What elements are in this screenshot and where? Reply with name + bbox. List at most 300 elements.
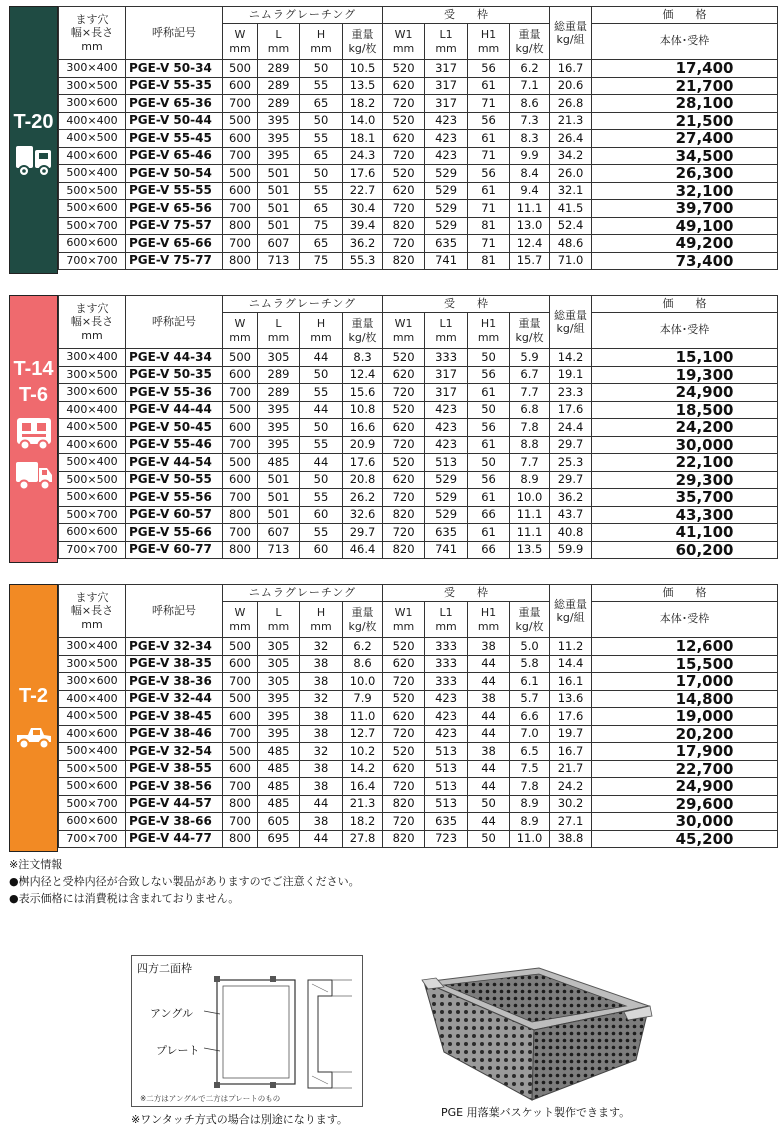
hole-size-cell: 500×500: [59, 471, 126, 489]
table-cell: 50: [468, 401, 510, 419]
table-cell: 333: [425, 673, 468, 691]
table-cell: 50: [300, 112, 343, 130]
table-cell: 38: [468, 690, 510, 708]
table-row: [59, 252, 778, 270]
total-weight-header: 総重量 kg/組: [550, 296, 592, 349]
table-cell: 6.2: [510, 60, 550, 78]
table-cell: 16.4: [343, 778, 383, 796]
table-cell: 14.2: [343, 760, 383, 778]
table-row: [59, 743, 778, 761]
table-cell: 513: [425, 760, 468, 778]
price-cell: 73,400: [592, 252, 778, 270]
table-cell: 600: [223, 471, 258, 489]
note-item: ●桝内径と受枠内径が合致しない製品がありますのでご注意ください。: [9, 875, 360, 888]
price-cell: 39,700: [592, 200, 778, 218]
table-row: [59, 60, 778, 78]
hole-size-cell: 400×400: [59, 112, 126, 130]
product-code-cell: PGE-V 32-44: [126, 690, 223, 708]
table-cell: 56: [468, 60, 510, 78]
hole-size-cell: 500×600: [59, 489, 126, 507]
table-cell: 34.2: [550, 147, 592, 165]
table-cell: 720: [383, 235, 425, 253]
table-cell: 66: [468, 506, 510, 524]
table-cell: 723: [425, 830, 468, 848]
table-cell: 317: [425, 95, 468, 113]
table-cell: 32: [300, 690, 343, 708]
table-row: [59, 384, 778, 402]
table-cell: 44: [468, 655, 510, 673]
table-row: [59, 217, 778, 235]
table-cell: 529: [425, 471, 468, 489]
table-cell: 620: [383, 77, 425, 95]
table-cell: 741: [425, 252, 468, 270]
table-cell: 38: [300, 708, 343, 726]
price-cell: 29,600: [592, 795, 778, 813]
table-cell: 6.6: [510, 708, 550, 726]
table-cell: 19.1: [550, 366, 592, 384]
table-cell: 700: [223, 778, 258, 796]
grating-col-header: H mm: [300, 313, 343, 349]
table-cell: 500: [223, 165, 258, 183]
table-cell: 720: [383, 673, 425, 691]
table-cell: 40.8: [550, 524, 592, 542]
table-cell: 529: [425, 200, 468, 218]
table-row: [59, 436, 778, 454]
table-row: [59, 95, 778, 113]
table-row: [59, 182, 778, 200]
table-cell: 20.9: [343, 436, 383, 454]
table-cell: 38: [468, 743, 510, 761]
hole-size-header: ます穴 幅×長さ mm: [59, 296, 126, 349]
table-cell: 500: [223, 112, 258, 130]
table-cell: 44: [468, 708, 510, 726]
table-cell: 620: [383, 130, 425, 148]
table-cell: 16.6: [343, 419, 383, 437]
table-row: [59, 830, 778, 848]
table-cell: 820: [383, 252, 425, 270]
price-cell: 20,200: [592, 725, 778, 743]
table-cell: 55: [300, 182, 343, 200]
table-cell: 333: [425, 638, 468, 656]
table-cell: 700: [223, 200, 258, 218]
table-cell: 15.6: [343, 384, 383, 402]
table-cell: 529: [425, 506, 468, 524]
leaf-basket-photo: [414, 960, 654, 1105]
table-cell: 7.7: [510, 384, 550, 402]
table-cell: 15.7: [510, 252, 550, 270]
table-row: [59, 419, 778, 437]
table-cell: 13.0: [510, 217, 550, 235]
table-cell: 720: [383, 95, 425, 113]
table-cell: 5.0: [510, 638, 550, 656]
table-cell: 620: [383, 708, 425, 726]
table-cell: 8.9: [510, 795, 550, 813]
table-cell: 289: [258, 60, 300, 78]
table-cell: 635: [425, 235, 468, 253]
table-cell: 55: [300, 130, 343, 148]
table-cell: 635: [425, 813, 468, 831]
price-cell: 12,600: [592, 638, 778, 656]
table-cell: 17.6: [343, 165, 383, 183]
table-cell: 289: [258, 95, 300, 113]
hole-size-cell: 500×400: [59, 743, 126, 761]
table-row: [59, 489, 778, 507]
frame-header: 受 枠: [383, 7, 550, 24]
table-cell: 46.4: [343, 541, 383, 559]
table-cell: 600: [223, 419, 258, 437]
table-cell: 7.9: [343, 690, 383, 708]
hole-size-cell: 300×500: [59, 655, 126, 673]
table-cell: 65: [300, 235, 343, 253]
table-cell: 800: [223, 217, 258, 235]
hole-size-cell: 400×600: [59, 147, 126, 165]
table-cell: 820: [383, 506, 425, 524]
table-cell: 305: [258, 638, 300, 656]
grating-col-header: 重量 kg/枚: [343, 313, 383, 349]
table-cell: 8.9: [510, 471, 550, 489]
table-cell: 32.1: [550, 182, 592, 200]
table-cell: 60: [300, 541, 343, 559]
table-cell: 700: [223, 235, 258, 253]
price-cell: 28,100: [592, 95, 778, 113]
table-cell: 29.7: [343, 524, 383, 542]
table-row: [59, 454, 778, 472]
hole-size-cell: 400×500: [59, 708, 126, 726]
table-cell: 17.6: [550, 708, 592, 726]
price-cell: 15,100: [592, 349, 778, 367]
grating-col-header: H mm: [300, 24, 343, 60]
table-cell: 500: [223, 743, 258, 761]
table-cell: 600: [223, 182, 258, 200]
table-cell: 8.3: [343, 349, 383, 367]
frame-header: 受 枠: [383, 585, 550, 602]
table-cell: 11.2: [550, 638, 592, 656]
frame-drawing: [132, 956, 362, 1106]
table-cell: 501: [258, 200, 300, 218]
diagram-title: 四方二面枠: [137, 962, 192, 975]
hole-size-cell: 300×600: [59, 95, 126, 113]
table-cell: 22.7: [343, 182, 383, 200]
table-cell: 10.5: [343, 60, 383, 78]
table-cell: 61: [468, 524, 510, 542]
product-code-cell: PGE-V 55-45: [126, 130, 223, 148]
product-code-cell: PGE-V 60-77: [126, 541, 223, 559]
hole-size-cell: 300×400: [59, 349, 126, 367]
table-cell: 24.3: [343, 147, 383, 165]
table-cell: 13.5: [343, 77, 383, 95]
table-row: [59, 760, 778, 778]
table-cell: 600: [223, 760, 258, 778]
table-cell: 600: [223, 708, 258, 726]
table-cell: 38: [300, 725, 343, 743]
hole-size-cell: 500×400: [59, 454, 126, 472]
table-row: [59, 524, 778, 542]
table-cell: 485: [258, 795, 300, 813]
grating-col-header: L mm: [258, 602, 300, 638]
table-cell: 820: [383, 217, 425, 235]
total-weight-header: 総重量 kg/組: [550, 7, 592, 60]
table-cell: 61: [468, 130, 510, 148]
table-row: [59, 690, 778, 708]
table-cell: 38: [300, 760, 343, 778]
table-cell: 529: [425, 182, 468, 200]
table-cell: 50: [468, 830, 510, 848]
price-cell: 21,500: [592, 112, 778, 130]
table-row: [59, 638, 778, 656]
table-cell: 11.1: [510, 524, 550, 542]
table-cell: 395: [258, 419, 300, 437]
table-cell: 6.8: [510, 401, 550, 419]
frame-col-header: 重量 kg/枚: [510, 24, 550, 60]
product-code-cell: PGE-V 65-36: [126, 95, 223, 113]
table-cell: 44: [300, 401, 343, 419]
notes-title: ※注文情報: [9, 858, 63, 871]
hole-size-cell: 700×700: [59, 541, 126, 559]
table-cell: 720: [383, 147, 425, 165]
product-code-cell: PGE-V 50-44: [126, 112, 223, 130]
price-cell: 34,500: [592, 147, 778, 165]
price-sub-header: 本体･受枠: [592, 602, 778, 638]
hole-size-cell: 300×500: [59, 366, 126, 384]
table-cell: 600: [223, 366, 258, 384]
frame-col-header: W1 mm: [383, 24, 425, 60]
code-header: 呼称記号: [126, 585, 223, 638]
table-cell: 620: [383, 182, 425, 200]
table-cell: 20.6: [550, 77, 592, 95]
table-cell: 61: [468, 182, 510, 200]
table-cell: 25.3: [550, 454, 592, 472]
product-code-cell: PGE-V 65-46: [126, 147, 223, 165]
price-cell: 43,300: [592, 506, 778, 524]
hole-size-cell: 300×400: [59, 60, 126, 78]
table-row: [59, 506, 778, 524]
table-cell: 700: [223, 384, 258, 402]
table-cell: 700: [223, 436, 258, 454]
table-cell: 17.6: [550, 401, 592, 419]
hole-size-cell: 500×700: [59, 795, 126, 813]
price-cell: 24,200: [592, 419, 778, 437]
hole-size-cell: 400×600: [59, 725, 126, 743]
hole-size-cell: 400×500: [59, 419, 126, 437]
frame-col-header: H1 mm: [468, 24, 510, 60]
table-cell: 800: [223, 541, 258, 559]
product-code-cell: PGE-V 38-46: [126, 725, 223, 743]
hole-size-cell: 700×700: [59, 252, 126, 270]
table-cell: 13.6: [550, 690, 592, 708]
truck-icon: [15, 458, 53, 492]
load-class-band: [9, 6, 58, 274]
hole-size-cell: 300×600: [59, 673, 126, 691]
price-cell: 49,200: [592, 235, 778, 253]
product-code-cell: PGE-V 44-44: [126, 401, 223, 419]
table-cell: 38.8: [550, 830, 592, 848]
grating-col-header: W mm: [223, 24, 258, 60]
table-cell: 81: [468, 252, 510, 270]
table-cell: 18.2: [343, 813, 383, 831]
price-cell: 17,900: [592, 743, 778, 761]
product-code-cell: PGE-V 50-55: [126, 471, 223, 489]
table-cell: 289: [258, 366, 300, 384]
hole-size-cell: 600×600: [59, 235, 126, 253]
table-cell: 44: [300, 454, 343, 472]
hole-size-cell: 500×500: [59, 760, 126, 778]
price-sub-header: 本体･受枠: [592, 24, 778, 60]
product-code-cell: PGE-V 38-56: [126, 778, 223, 796]
table-cell: 395: [258, 401, 300, 419]
table-row: [59, 708, 778, 726]
table-row: [59, 147, 778, 165]
table-cell: 11.0: [343, 708, 383, 726]
table-cell: 13.5: [510, 541, 550, 559]
table-cell: 55: [300, 524, 343, 542]
table-cell: 10.0: [510, 489, 550, 507]
table-cell: 713: [258, 541, 300, 559]
price-cell: 15,500: [592, 655, 778, 673]
table-row: [59, 401, 778, 419]
table-cell: 395: [258, 708, 300, 726]
table-cell: 395: [258, 147, 300, 165]
table-cell: 7.5: [510, 760, 550, 778]
table-cell: 27.8: [343, 830, 383, 848]
order-notes: [9, 856, 360, 907]
table-cell: 44: [468, 673, 510, 691]
table-cell: 423: [425, 725, 468, 743]
table-cell: 44: [300, 349, 343, 367]
load-class-label: T-14: [13, 358, 54, 380]
table-cell: 61: [468, 436, 510, 454]
price-cell: 17,000: [592, 673, 778, 691]
product-code-cell: PGE-V 32-34: [126, 638, 223, 656]
product-code-cell: PGE-V 55-66: [126, 524, 223, 542]
load-class-band: [9, 584, 58, 852]
table-cell: 423: [425, 419, 468, 437]
table-cell: 18.2: [343, 95, 383, 113]
price-cell: 26,300: [592, 165, 778, 183]
table-cell: 520: [383, 454, 425, 472]
table-cell: 10.8: [343, 401, 383, 419]
table-cell: 395: [258, 112, 300, 130]
frame-col-header: L1 mm: [425, 24, 468, 60]
hole-size-cell: 700×700: [59, 830, 126, 848]
table-row: [59, 673, 778, 691]
table-cell: 23.3: [550, 384, 592, 402]
plate-label: プレート: [156, 1044, 200, 1057]
table-cell: 44: [300, 830, 343, 848]
table-row: [59, 235, 778, 253]
table-cell: 485: [258, 743, 300, 761]
product-code-cell: PGE-V 50-35: [126, 366, 223, 384]
table-cell: 81: [468, 217, 510, 235]
table-cell: 520: [383, 112, 425, 130]
table-cell: 71: [468, 235, 510, 253]
table-cell: 520: [383, 638, 425, 656]
table-cell: 12.4: [510, 235, 550, 253]
table-cell: 800: [223, 830, 258, 848]
table-cell: 12.7: [343, 725, 383, 743]
table-cell: 600: [223, 130, 258, 148]
table-cell: 36.2: [343, 235, 383, 253]
table-cell: 38: [300, 778, 343, 796]
table-cell: 29.7: [550, 436, 592, 454]
product-code-cell: PGE-V 50-54: [126, 165, 223, 183]
table-cell: 333: [425, 349, 468, 367]
table-cell: 820: [383, 830, 425, 848]
grating-col-header: 重量 kg/枚: [343, 602, 383, 638]
table-cell: 50: [300, 366, 343, 384]
hole-size-cell: 400×400: [59, 690, 126, 708]
table-cell: 800: [223, 506, 258, 524]
frame-col-header: 重量 kg/枚: [510, 313, 550, 349]
table-cell: 820: [383, 541, 425, 559]
table-row: [59, 778, 778, 796]
table-cell: 14.4: [550, 655, 592, 673]
table-cell: 800: [223, 252, 258, 270]
table-cell: 700: [223, 725, 258, 743]
table-row: [59, 112, 778, 130]
table-cell: 423: [425, 708, 468, 726]
pickup-truck-icon: [15, 722, 53, 752]
hole-size-cell: 500×400: [59, 165, 126, 183]
price-cell: 30,000: [592, 813, 778, 831]
table-cell: 66: [468, 541, 510, 559]
table-cell: 20.8: [343, 471, 383, 489]
table-row: [59, 349, 778, 367]
table-cell: 289: [258, 77, 300, 95]
table-cell: 5.8: [510, 655, 550, 673]
frame-header: 受 枠: [383, 296, 550, 313]
table-cell: 6.5: [510, 743, 550, 761]
grating-col-header: 重量 kg/枚: [343, 24, 383, 60]
price-cell: 21,700: [592, 77, 778, 95]
product-code-cell: PGE-V 65-56: [126, 200, 223, 218]
table-cell: 720: [383, 384, 425, 402]
section-t20: [9, 6, 777, 274]
table-cell: 61: [468, 77, 510, 95]
code-header: 呼称記号: [126, 7, 223, 60]
product-code-cell: PGE-V 75-77: [126, 252, 223, 270]
table-cell: 305: [258, 655, 300, 673]
table-cell: 56: [468, 366, 510, 384]
table-cell: 600: [223, 77, 258, 95]
table-cell: 741: [425, 541, 468, 559]
price-header: 価 格: [592, 296, 778, 313]
table-cell: 395: [258, 690, 300, 708]
product-code-cell: PGE-V 38-36: [126, 673, 223, 691]
price-cell: 41,100: [592, 524, 778, 542]
table-cell: 513: [425, 795, 468, 813]
table-cell: 21.3: [550, 112, 592, 130]
table-cell: 6.7: [510, 366, 550, 384]
table-cell: 21.7: [550, 760, 592, 778]
table-cell: 56: [468, 471, 510, 489]
table-cell: 620: [383, 760, 425, 778]
table-cell: 71: [468, 95, 510, 113]
table-cell: 607: [258, 524, 300, 542]
table-cell: 700: [223, 95, 258, 113]
table-cell: 18.1: [343, 130, 383, 148]
product-code-cell: PGE-V 44-54: [126, 454, 223, 472]
product-code-cell: PGE-V 75-57: [126, 217, 223, 235]
frame-col-header: W1 mm: [383, 313, 425, 349]
table-cell: 423: [425, 690, 468, 708]
table-cell: 65: [300, 200, 343, 218]
table-cell: 9.4: [510, 182, 550, 200]
table-cell: 289: [258, 384, 300, 402]
table-cell: 620: [383, 419, 425, 437]
table-cell: 44: [468, 778, 510, 796]
table-cell: 513: [425, 454, 468, 472]
hole-size-cell: 600×600: [59, 813, 126, 831]
